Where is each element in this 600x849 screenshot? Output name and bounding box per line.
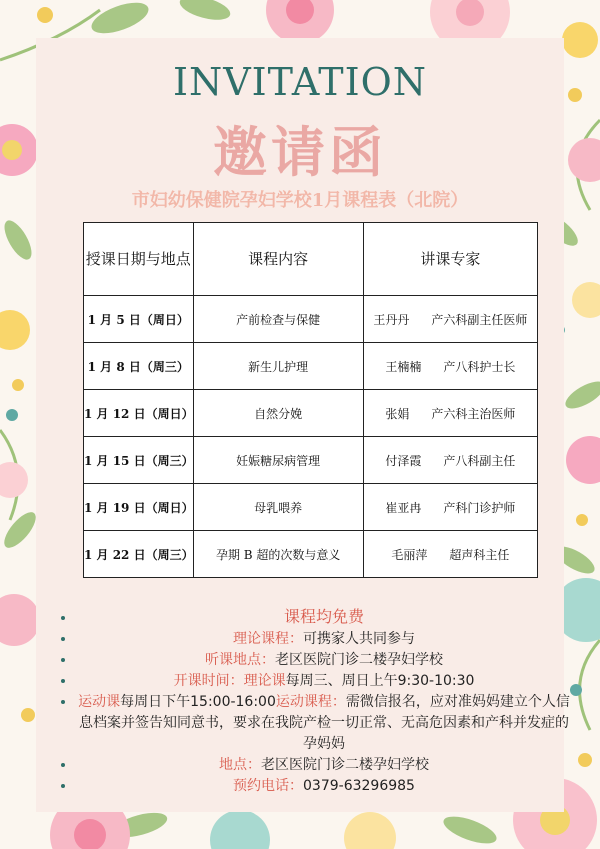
schedule-subtitle: 市妇幼保健院孕妇学校1月课程表（北院） <box>131 190 469 211</box>
notes-list <box>58 606 572 797</box>
table-row <box>84 390 538 437</box>
row-course: 自然分娩 <box>193 390 363 437</box>
expert-title: 产六科主治医师 <box>431 406 516 421</box>
row-date: 1 月 12 日（周日） <box>84 390 194 437</box>
table-row <box>84 437 538 484</box>
row-course: 母乳喂养 <box>193 484 363 531</box>
row-course: 产前检查与保健 <box>193 296 363 343</box>
expert-title: 产八科副主任 <box>443 453 516 468</box>
expert-name: 王楠楠 <box>385 359 422 374</box>
course-schedule-table <box>83 222 538 578</box>
row-course: 妊娠糖尿病管理 <box>193 437 363 484</box>
expert-name: 毛丽萍 <box>391 547 428 562</box>
table-row <box>84 296 538 343</box>
title-english: INVITATION <box>172 60 428 104</box>
sport-label: 运动课 <box>78 694 121 710</box>
venue-label: 听课地点： <box>205 652 275 668</box>
address-text: 老区医院门诊二楼孕妇学校 <box>261 757 429 773</box>
expert-name: 付泽霞 <box>385 453 422 468</box>
title-chinese: 邀请函 <box>213 120 387 184</box>
expert-title: 超声科主任 <box>449 547 510 562</box>
expert-name: 崔亚冉 <box>385 500 422 515</box>
row-course: 新生儿护理 <box>193 343 363 390</box>
row-expert <box>363 296 537 343</box>
table-row <box>84 484 538 531</box>
row-course: 孕期 B 超的次数与意义 <box>193 531 363 578</box>
header-expert: 讲课专家 <box>363 223 537 296</box>
time-theory-label: 理论课 <box>243 673 286 689</box>
time-label: 开课时间： <box>173 673 244 689</box>
note-time <box>76 671 572 692</box>
row-expert <box>363 484 537 531</box>
phone-label: 预约电话： <box>233 778 304 794</box>
note-sport <box>76 692 572 755</box>
expert-name: 王丹丹 <box>373 312 410 327</box>
row-date: 1 月 19 日（周日） <box>84 484 194 531</box>
phone-text: 0379-63296985 <box>303 778 415 794</box>
venue-text: 老区医院门诊二楼孕妇学校 <box>275 652 443 668</box>
theory-text: 可携家人共同参与 <box>303 631 415 647</box>
expert-title: 产科门诊护师 <box>443 500 516 515</box>
note-theory <box>76 629 572 650</box>
sport-text: 每周日下午15:00-16:00 <box>120 694 276 710</box>
address-label: 地点： <box>219 757 261 773</box>
time-theory-text: 每周三、周日上午9:30-10:30 <box>285 673 475 689</box>
note-address <box>76 755 572 776</box>
expert-title: 产八科护士长 <box>443 359 516 374</box>
expert-name: 张娟 <box>385 406 410 421</box>
note-free <box>76 606 572 629</box>
sport-course-label: 运动课程： <box>275 694 346 710</box>
theory-label: 理论课程： <box>233 631 303 647</box>
row-date: 1 月 15 日（周三） <box>84 437 194 484</box>
note-phone <box>76 776 572 797</box>
row-date: 1 月 22 日（周三） <box>84 531 194 578</box>
row-expert <box>363 343 537 390</box>
header-course: 课程内容 <box>193 223 363 296</box>
row-date: 1 月 5 日（周日） <box>84 296 194 343</box>
note-venue <box>76 650 572 671</box>
free-text: 课程均免费 <box>283 607 364 626</box>
table-header-row <box>84 223 538 296</box>
invitation-card <box>36 38 570 812</box>
row-expert <box>363 437 537 484</box>
header-date: 授课日期与地点 <box>84 223 194 296</box>
row-expert <box>363 531 537 578</box>
expert-title: 产六科副主任医师 <box>431 312 528 327</box>
table-row <box>84 531 538 578</box>
row-date: 1 月 8 日（周三） <box>84 343 194 390</box>
row-expert <box>363 390 537 437</box>
table-row <box>84 343 538 390</box>
sport-course-text: 需微信报名，应对准妈妈建立个人信息档案并签告知同意书，要求在我院产检一切正常、无高危因素和产科并发症的孕妈妈 <box>79 694 570 752</box>
